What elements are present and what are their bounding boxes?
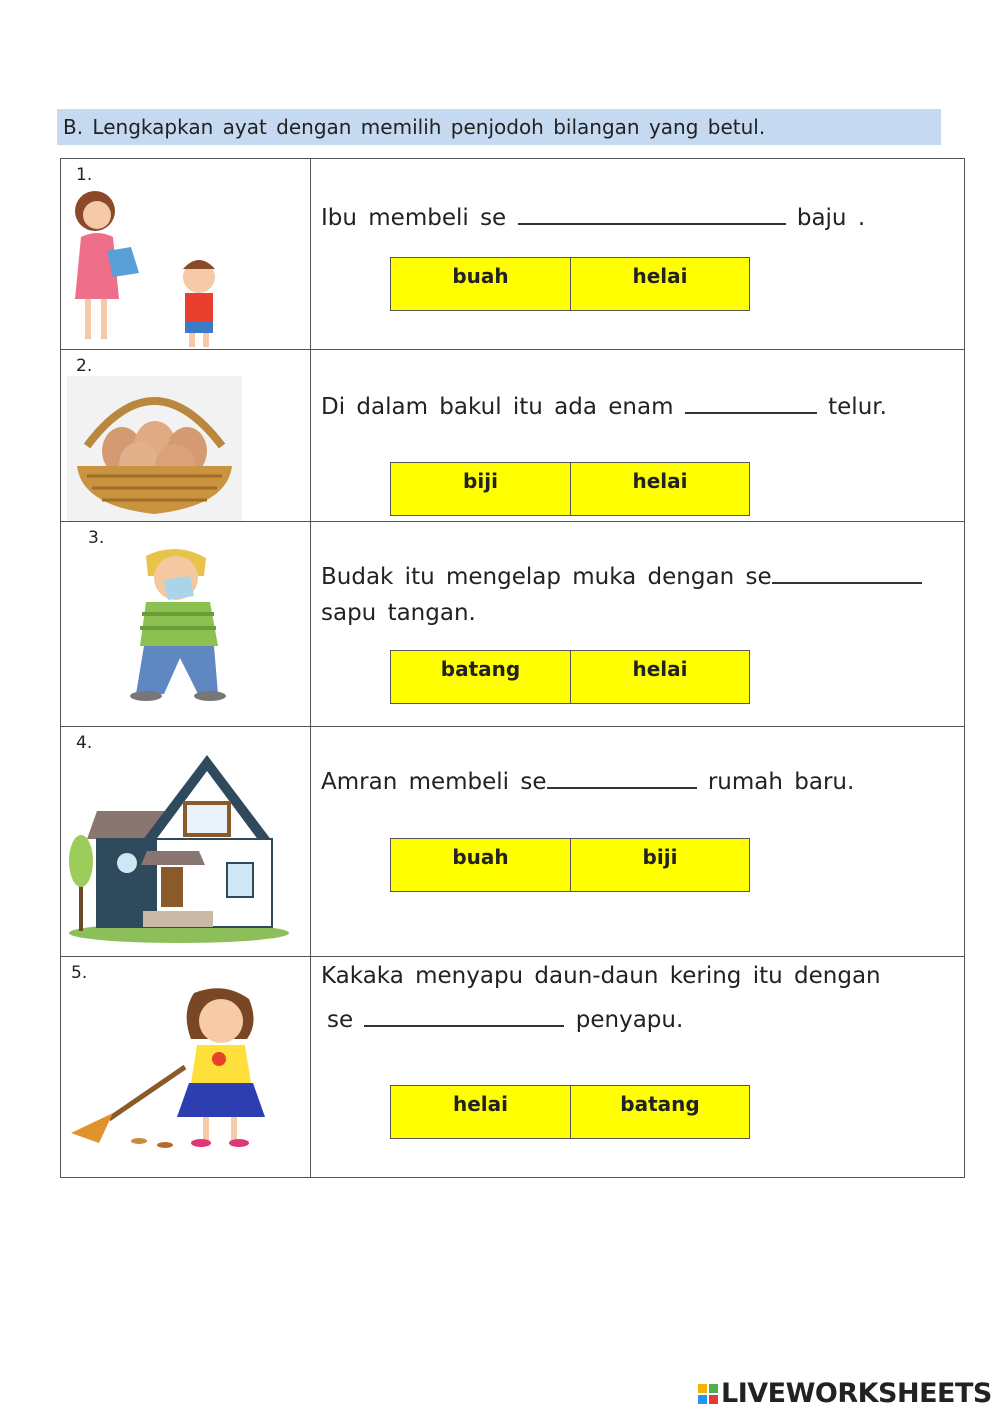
sentence-text: Amran membeli se (321, 769, 547, 795)
picture-cell (61, 957, 311, 1178)
sentence-text: baju . (796, 205, 866, 231)
option-button[interactable]: helai (570, 258, 749, 310)
answer-blank[interactable] (364, 1005, 564, 1027)
liveworksheets-logo (698, 1378, 992, 1409)
question-row-2 (61, 350, 965, 522)
question-number: 1. (76, 165, 93, 185)
answer-blank[interactable] (685, 392, 817, 414)
question-row-4 (61, 727, 965, 957)
picture-cell (61, 522, 311, 727)
question-cell (311, 350, 965, 522)
sentence-text: rumah baru. (707, 769, 855, 795)
question-number: 4. (76, 733, 93, 753)
question-sentence (321, 203, 865, 231)
logo-text: LIVEWORKSHEETS (721, 1378, 992, 1409)
question-cell (311, 522, 965, 727)
question-sentence-line1: Kakaka menyapu daun-daun kering itu dengan (321, 963, 881, 989)
sentence-text: telur. (828, 394, 887, 420)
sentence-text: se (327, 1007, 354, 1033)
option-group (390, 462, 750, 516)
option-button[interactable]: helai (570, 463, 749, 515)
picture-cell (61, 350, 311, 522)
question-sentence (321, 392, 887, 420)
option-group (390, 257, 750, 311)
question-sentence (321, 767, 854, 795)
question-row-1 (61, 159, 965, 350)
question-number: 2. (76, 356, 93, 376)
question-row-5 (61, 957, 965, 1178)
question-number: 3. (88, 528, 105, 548)
question-cell (311, 727, 965, 957)
boy-wiping-face-illustration (106, 546, 266, 706)
question-number: 5. (71, 963, 88, 983)
question-sentence (321, 562, 922, 590)
sentence-text: Di dalam bakul itu ada enam (321, 394, 674, 420)
option-group (390, 1085, 750, 1139)
girl-sweeping-illustration (69, 983, 274, 1153)
instruction-banner: B. Lengkapkan ayat dengan memilih penjodoh bilangan yang betul. (57, 109, 941, 145)
question-sentence-line2: sapu tangan. (321, 600, 476, 626)
mother-and-boy-illustration (67, 189, 227, 349)
answer-blank[interactable] (518, 203, 786, 225)
question-cell (311, 159, 965, 350)
option-button[interactable]: buah (391, 839, 570, 891)
option-button[interactable]: batang (391, 651, 570, 703)
sentence-text: Budak itu mengelap muka dengan se (321, 564, 772, 590)
option-group (390, 650, 750, 704)
sentence-text: penyapu. (575, 1007, 684, 1033)
option-button[interactable]: batang (570, 1086, 749, 1138)
question-sentence (327, 1005, 683, 1033)
worksheet-table (60, 158, 965, 1178)
option-button[interactable]: helai (391, 1086, 570, 1138)
option-button[interactable]: helai (570, 651, 749, 703)
question-row-3 (61, 522, 965, 727)
option-button[interactable]: biji (570, 839, 749, 891)
answer-blank[interactable] (547, 767, 697, 789)
sentence-text: Ibu membeli se (321, 205, 507, 231)
logo-icon (698, 1384, 718, 1404)
picture-cell (61, 727, 311, 957)
option-button[interactable]: biji (391, 463, 570, 515)
option-group (390, 838, 750, 892)
option-button[interactable]: buah (391, 258, 570, 310)
egg-basket-illustration (67, 376, 242, 521)
picture-cell (61, 159, 311, 350)
house-illustration (67, 751, 292, 946)
question-cell (311, 957, 965, 1178)
answer-blank[interactable] (772, 562, 922, 584)
